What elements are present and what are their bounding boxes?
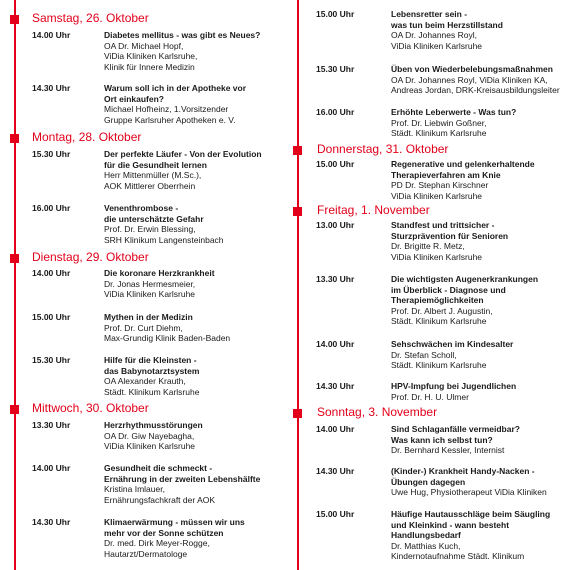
event-time: 14.00 Uhr: [316, 339, 355, 349]
day-date: Samstag, 26. Oktober: [32, 11, 149, 25]
event-title: Der perfekte Läufer - Von der Evolution für die Gesundheit lernen: [104, 149, 262, 170]
event-speaker: Prof. Dr. Liebwin Goßner, Städt. Klinikum Karlsruhe: [391, 117, 487, 138]
event-time: 14.30 Uhr: [316, 381, 355, 391]
event-time: 13.30 Uhr: [316, 274, 355, 284]
event-time: 14.00 Uhr: [32, 463, 71, 473]
event-title: Gesundheit die schmeckt - Ernährung in der zweiten Lebenshälfte: [104, 463, 261, 484]
event-time: 14.30 Uhr: [316, 466, 355, 476]
event-speaker: Dr. Matthias Kuch, Kindernotaufnahme Städt. Klinikum: [391, 540, 525, 561]
event-speaker: Prof. Dr. Erwin Blessing, SRH Klinikum Langensteinbach: [104, 224, 224, 245]
event-speaker: OA Dr. Michael Hopf, ViDia Kliniken Karlsruhe, Klinik für Innere Medizin: [104, 40, 198, 72]
event-title: (Kinder-) Krankheit Handy-Nacken - Übungen dagegen: [391, 466, 535, 487]
day-date: Montag, 28. Oktober: [32, 130, 142, 144]
event-speaker: Prof. Dr. Albert J. Augustin, Städt. Klinikum Karlsruhe: [391, 305, 493, 326]
day-marker-icon: [10, 134, 19, 143]
event-title: Venenthrombose - die unterschätzte Gefahr: [104, 203, 204, 224]
day-marker-icon: [10, 254, 19, 263]
event-speaker: PD Dr. Stephan Kirschner ViDia Kliniken Karlsruhe: [391, 180, 489, 201]
event-speaker: Dr. med. Dirk Meyer-Rogge, Hautarzt/Dermatologe: [104, 538, 210, 559]
event-title: Hilfe für die Kleinsten - das Babynotarztsystem: [104, 355, 200, 376]
event-speaker: OA Dr. Giw Nayebagha, ViDia Kliniken Karlsruhe: [104, 430, 196, 451]
day-marker-icon: [10, 15, 19, 24]
event-speaker: Dr. Stefan Scholl, Städt. Klinikum Karlsruhe: [391, 349, 487, 370]
event-speaker: Prof. Dr. Curt Diehm, Max-Grundig Klinik Baden-Baden: [104, 322, 231, 343]
event-title: Standfest und trittsicher - Sturzprävention für Senioren: [391, 220, 509, 241]
timeline-rail: [14, 0, 16, 570]
event-speaker: Herr Mittenmüller (M.Sc.), AOK Mittlerer Oberrhein: [104, 170, 202, 191]
event-title: HPV-Impfung bei Jugendlichen: [391, 381, 517, 391]
event-title: Mythen in der Medizin: [104, 312, 193, 322]
event-speaker: Uwe Hug, Physiotherapeut ViDia Kliniken: [391, 487, 547, 497]
event-speaker: Kristina Imlauer, Ernährungsfachkraft der AOK: [104, 484, 216, 505]
event-time: 14.00 Uhr: [32, 268, 71, 278]
event-time: 14.30 Uhr: [32, 83, 71, 93]
event-time: 16.00 Uhr: [32, 203, 71, 213]
event-time: 15.30 Uhr: [32, 149, 71, 159]
event-time: 13.30 Uhr: [32, 420, 71, 430]
event-title: Lebensretter sein - was tun beim Herzstillstand: [391, 9, 503, 30]
event-title: Die koronare Herzkrankheit: [104, 268, 215, 278]
event-title: Sind Schlaganfälle vermeidbar? Was kann ich selbst tun?: [391, 424, 520, 445]
event-speaker: OA Dr. Johannes Royl, ViDia Kliniken KA, Andreas Jordan, DRK-Kreisausbildungsleiter: [391, 74, 560, 95]
day-date: Donnerstag, 31. Oktober: [317, 142, 449, 156]
event-time: 15.00 Uhr: [32, 312, 71, 322]
day-marker-icon: [10, 405, 19, 414]
event-title: Die wichtigsten Augenerkrankungen im Überblick - Diagnose und Therapiemöglichkeiten: [391, 274, 539, 305]
day-date: Mittwoch, 30. Oktober: [32, 401, 149, 415]
event-time: 14.30 Uhr: [32, 517, 71, 527]
day-date: Freitag, 1. November: [317, 203, 430, 217]
event-title: Diabetes mellitus - was gibt es Neues?: [104, 30, 261, 40]
event-title: Warum soll ich in der Apotheke vor Ort einkaufen?: [104, 83, 247, 104]
event-title: Sehschwächen im Kindesalter: [391, 339, 514, 349]
event-title: Herzrhythmusstörungen: [104, 420, 203, 430]
event-speaker: OA Dr. Johannes Royl, ViDia Kliniken Karlsruhe: [391, 30, 483, 51]
event-speaker: Dr. Jonas Hermesmeier, ViDia Kliniken Karlsruhe: [104, 278, 196, 299]
event-time: 16.00 Uhr: [316, 107, 355, 117]
event-title: Häufige Hautausschläge beim Säugling und Kleinkind - wann besteht Handlungsbedarf: [391, 509, 551, 540]
event-speaker: Michael Hofheinz, 1.Vorsitzender Gruppe Karlsruher Apotheken e. V.: [104, 104, 236, 125]
event-time: 14.00 Uhr: [32, 30, 71, 40]
event-time: 15.30 Uhr: [32, 355, 71, 365]
event-time: 15.00 Uhr: [316, 159, 355, 169]
right-column: [291, 0, 567, 570]
timeline-rail: [297, 0, 299, 570]
event-title: Klimaerwärmung - müssen wir uns mehr vor der Sonne schützen: [104, 517, 245, 538]
event-time: 15.00 Uhr: [316, 9, 355, 19]
day-marker-icon: [293, 409, 302, 418]
event-speaker: OA Alexander Krauth, Städt. Klinikum Karlsruhe: [104, 376, 200, 397]
event-title: Erhöhte Leberwerte - Was tun?: [391, 107, 517, 117]
event-time: 13.00 Uhr: [316, 220, 355, 230]
day-date: Dienstag, 29. Oktober: [32, 250, 149, 264]
day-marker-icon: [293, 207, 302, 216]
event-title: Regenerative und gelenkerhaltende Therapieverfahren am Knie: [391, 159, 535, 180]
day-date: Sonntag, 3. November: [317, 405, 438, 419]
event-speaker: Prof. Dr. H. U. Ulmer: [391, 391, 469, 402]
day-marker-icon: [293, 146, 302, 155]
event-title: Üben von Wiederbelebungsmaßnahmen: [391, 64, 553, 74]
event-time: 14.00 Uhr: [316, 424, 355, 434]
event-speaker: Dr. Bernhard Kessler, Internist: [391, 445, 505, 455]
event-time: 15.00 Uhr: [316, 509, 355, 519]
event-time: 15.30 Uhr: [316, 64, 355, 74]
event-speaker: Dr. Brigitte R. Metz, ViDia Kliniken Karlsruhe: [391, 241, 483, 262]
